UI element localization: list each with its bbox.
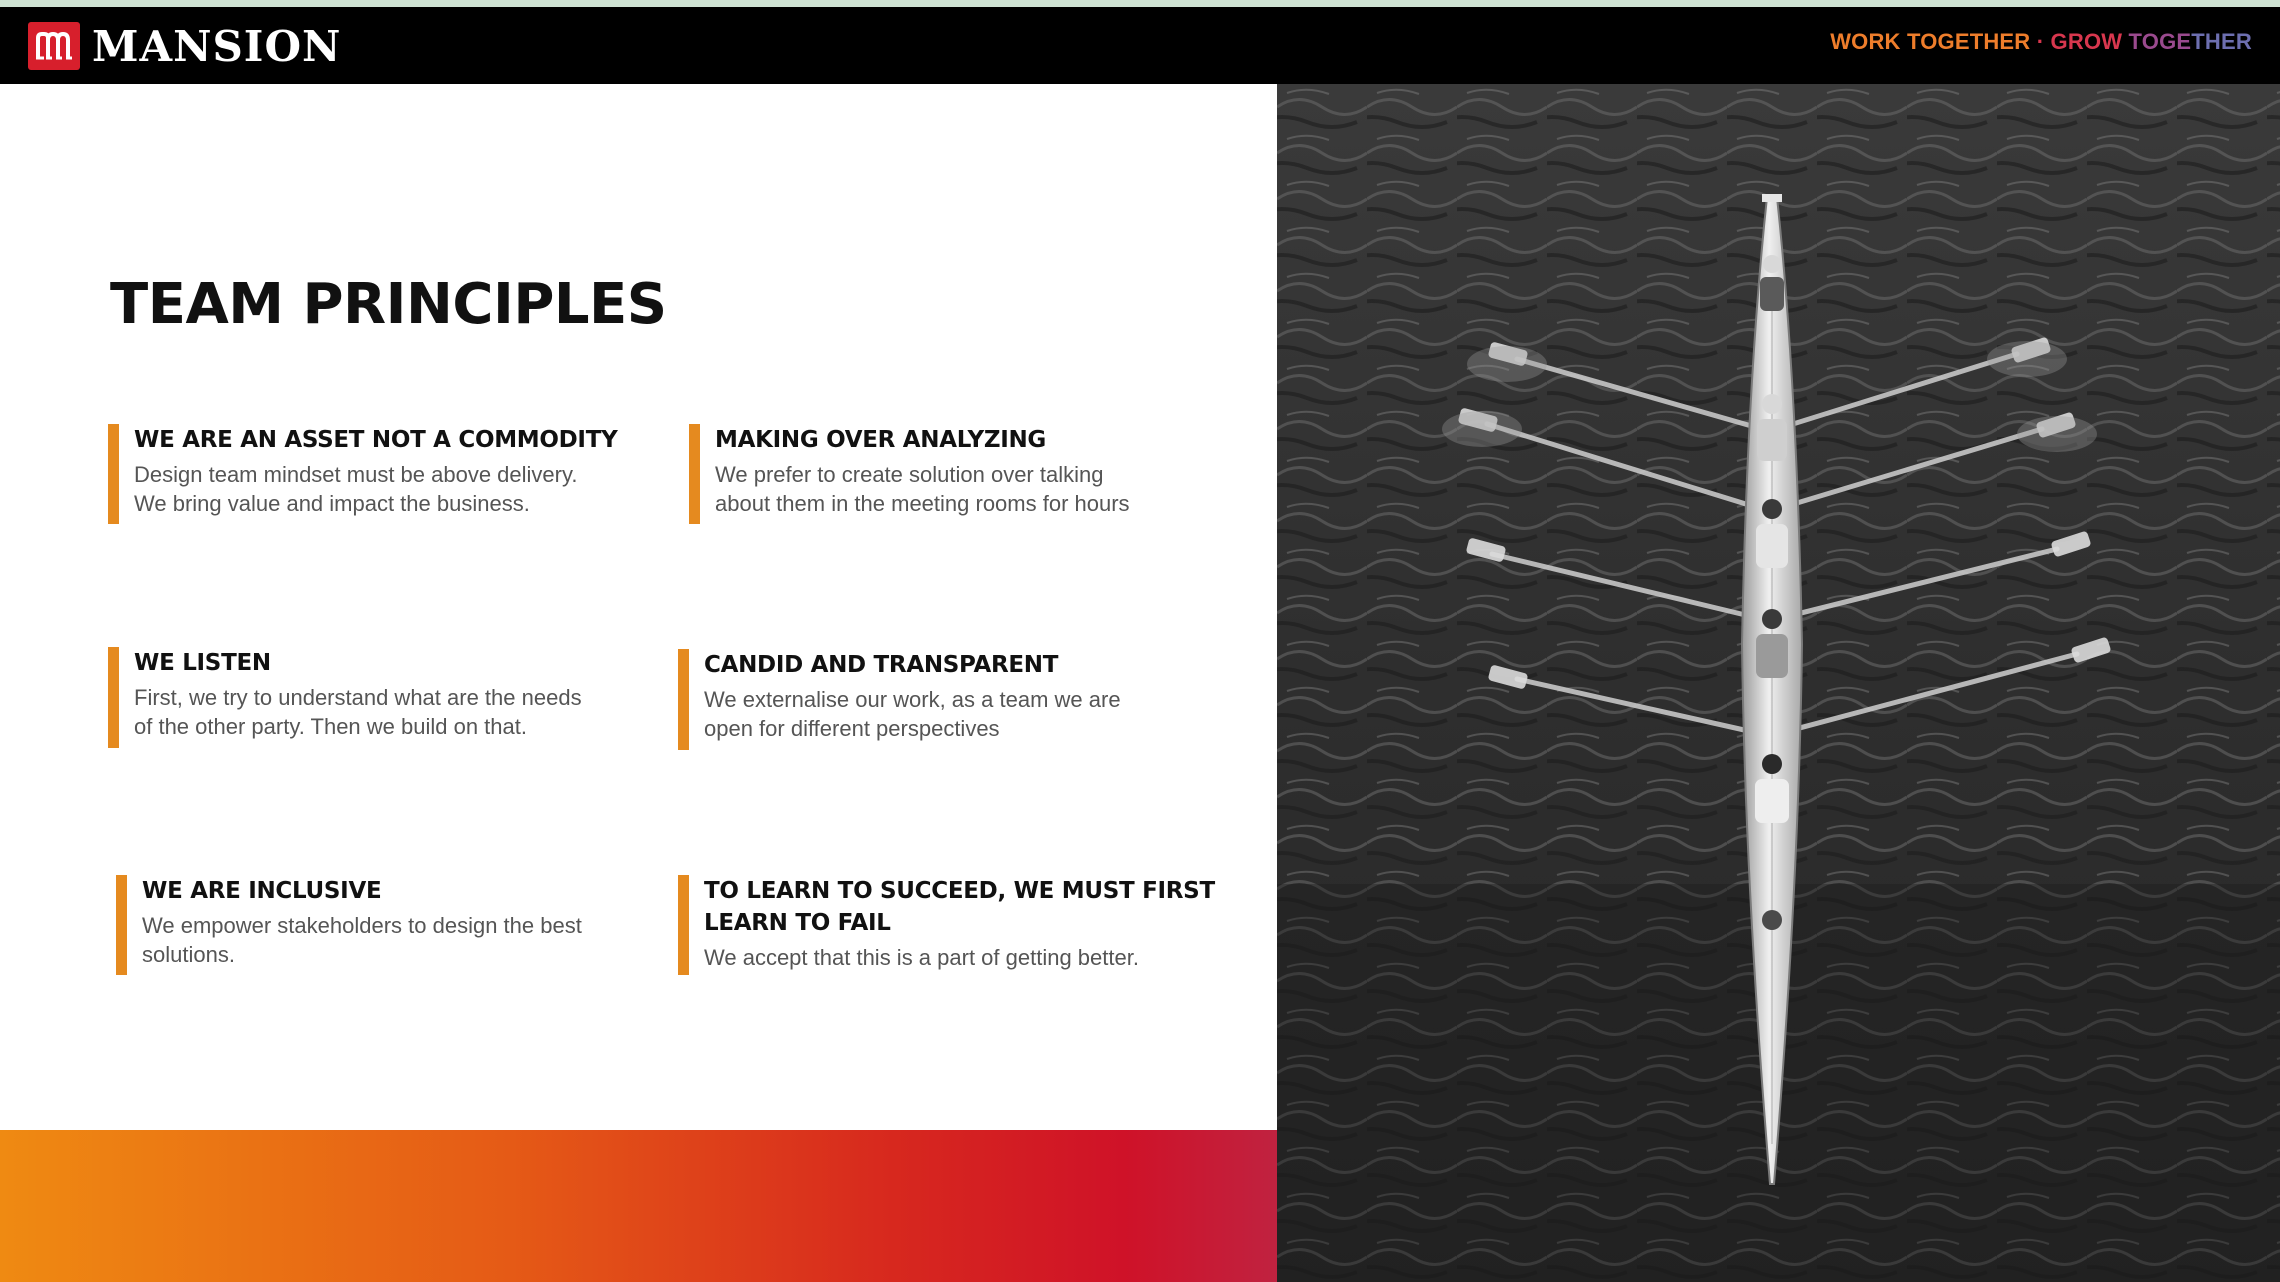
accent-bar xyxy=(689,424,700,524)
principle-inclusive xyxy=(116,875,582,975)
header-bar xyxy=(0,7,2280,84)
tagline xyxy=(1830,29,2252,55)
principle-making xyxy=(689,424,1130,524)
tagline-toge: TOGE xyxy=(2122,29,2192,54)
principle-text-line: We bring value and impact the business. xyxy=(134,491,530,516)
slide xyxy=(0,7,2280,1282)
principle-heading: CANDID AND TRANSPARENT xyxy=(704,652,1059,678)
rowing-boat-photo-icon xyxy=(1277,84,2280,1282)
principle-listen xyxy=(108,647,582,748)
principle-candid xyxy=(678,649,1121,750)
gradient-footer xyxy=(0,1130,1277,1282)
mansion-logo-icon xyxy=(28,22,80,70)
content-panel xyxy=(0,84,1277,1131)
principle-text-line: solutions. xyxy=(142,942,235,967)
principle-heading: WE ARE INCLUSIVE xyxy=(142,878,382,904)
principle-text-line: We accept that this is a part of getting better. xyxy=(704,945,1139,970)
principle-heading: MAKING OVER ANALYZING xyxy=(715,427,1047,453)
principle-text-line: open for different perspectives xyxy=(704,716,1000,741)
principle-text-line: First, we try to understand what are the needs xyxy=(134,685,582,710)
principle-text-line: Design team mindset must be above delivery. xyxy=(134,462,578,487)
mansion-logo xyxy=(28,21,341,71)
principle-text-line: We empower stakeholders to design the best xyxy=(142,913,582,938)
accent-bar xyxy=(678,649,689,750)
tagline-ther: THER xyxy=(2191,29,2252,54)
logo-text: MANSION xyxy=(92,21,342,71)
principle-heading: WE ARE AN ASSET NOT A COMMODITY xyxy=(134,427,618,453)
principle-learn xyxy=(678,875,1215,975)
principle-text-line: We externalise our work, as a team we are xyxy=(704,687,1121,712)
page-title: TEAM PRINCIPLES xyxy=(110,272,667,337)
principle-heading: LEARN TO FAIL xyxy=(704,910,891,936)
principle-text-line: We prefer to create solution over talking xyxy=(715,462,1104,487)
accent-bar xyxy=(678,875,689,975)
tagline-separator: · xyxy=(2030,29,2051,54)
accent-bar xyxy=(116,875,127,975)
accent-bar xyxy=(108,647,119,748)
principle-heading: WE LISTEN xyxy=(134,650,271,676)
accent-bar xyxy=(108,424,119,524)
tagline-work: WORK TOGETHER xyxy=(1830,29,2031,54)
tagline-grow: GROW xyxy=(2050,29,2123,54)
principle-heading: TO LEARN TO SUCCEED, WE MUST FIRST xyxy=(704,878,1215,904)
principle-text-line: of the other party. Then we build on that. xyxy=(134,714,527,739)
principle-asset xyxy=(108,424,617,524)
principle-text-line: about them in the meeting rooms for hours xyxy=(715,491,1130,516)
